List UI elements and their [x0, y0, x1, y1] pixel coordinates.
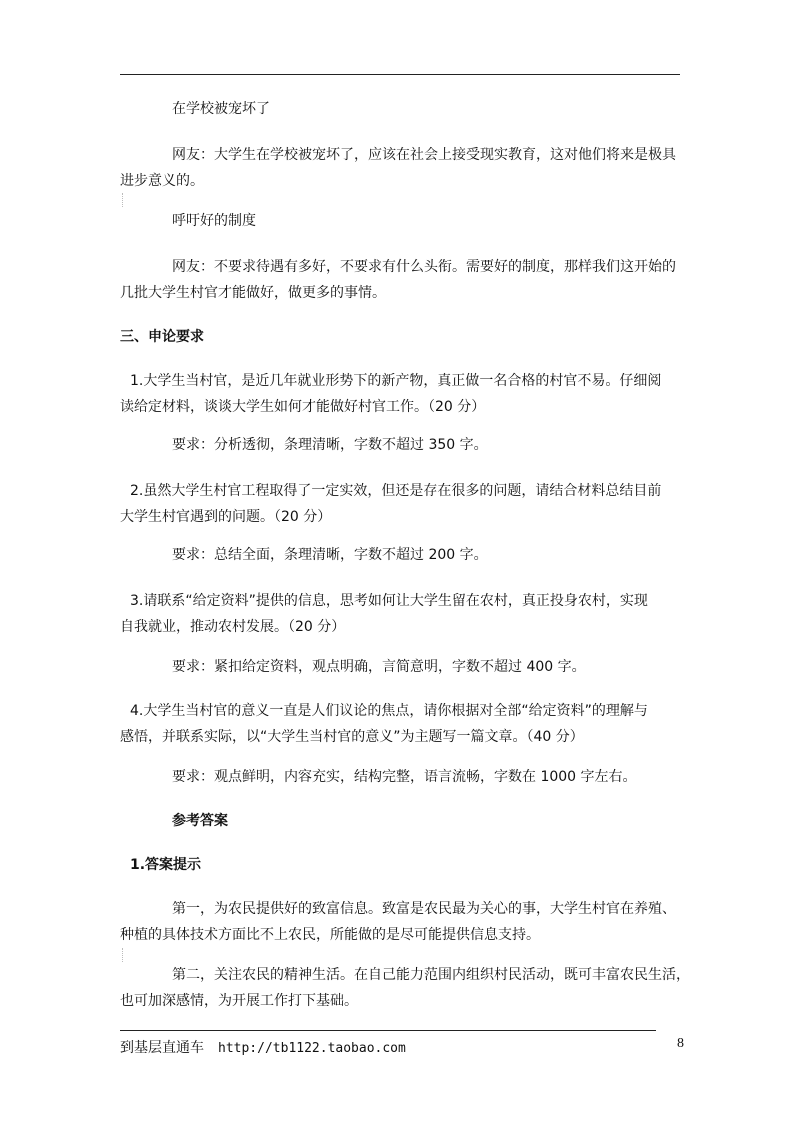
requirement-1: 要求：分析透彻，条理清晰，字数不超过 350 字。: [172, 437, 488, 453]
answer-subheading: 1.答案提示: [130, 857, 202, 873]
body-line: 进步意义的。: [120, 173, 204, 189]
footer-source: [120, 1037, 406, 1057]
body-line: 种植的具体技术方面比不上农民，所能做的是尽可能提供信息支持。: [120, 927, 540, 943]
page-number: 8: [677, 1036, 684, 1051]
body-line: 自我就业，推动农村发展。（20 分）: [120, 619, 346, 635]
question-4: 4.大学生当村官的意义一直是人们议论的焦点，请你根据对全部“给定资料”的理解与: [130, 703, 648, 719]
footer-rule: [120, 1030, 656, 1031]
question-3: 3.请联系“给定资料”提供的信息，思考如何让大学生留在农村，真正投身农村，实现: [130, 593, 648, 609]
margin-mark: [122, 948, 123, 962]
question-2: 2.虽然大学生村官工程取得了一定实效，但还是存在很多的问题，请结合材料总结目前: [130, 483, 662, 499]
requirement-2: 要求：总结全面，条理清晰，字数不超过 200 字。: [172, 547, 488, 563]
body-line: 第一，为农民提供好的致富信息。致富是农民最为关心的事，大学生村官在养殖、: [172, 901, 676, 917]
body-line: 网友：大学生在学校被宠坏了，应该在社会上接受现实教育，这对他们将来是极具: [172, 147, 676, 163]
margin-mark: [122, 193, 123, 207]
body-line: 也可加深感情，为开展工作打下基础。: [120, 993, 358, 1009]
answer-heading: 参考答案: [172, 813, 228, 829]
body-line: 大学生村官遇到的问题。（20 分）: [120, 509, 332, 525]
body-line: 感悟，并联系实际，以“大学生当村官的意义”为主题写一篇文章。（40 分）: [120, 729, 584, 745]
header-rule: [120, 74, 680, 75]
requirement-4: 要求：观点鲜明，内容充实，结构完整，语言流畅，字数在 1000 字左右。: [172, 769, 637, 785]
requirement-3: 要求：紧扣给定资料，观点明确，言简意明，字数不超过 400 字。: [172, 659, 586, 675]
footer-source-text: 到基层直通车: [120, 1041, 204, 1056]
section-heading: 三、申论要求: [120, 329, 204, 345]
body-line: 第二，关注农民的精神生活。在自己能力范围内组织村民活动，既可丰富农民生活，: [172, 967, 690, 983]
footer-url[interactable]: http://tb1122.taobao.com: [218, 1041, 406, 1056]
question-1: 1.大学生当村官，是近几年就业形势下的新产物，真正做一名合格的村官不易。仔细阅: [130, 373, 662, 389]
body-line: 呼吁好的制度: [172, 213, 256, 229]
body-line: 几批大学生村官才能做好，做更多的事情。: [120, 285, 386, 301]
body-line: 读给定材料，谈谈大学生如何才能做好村官工作。（20 分）: [120, 399, 486, 415]
body-line: 网友：不要求待遇有多好，不要求有什么头衔。需要好的制度，那样我们这开始的: [172, 259, 676, 275]
body-line: 在学校被宠坏了: [172, 101, 270, 117]
